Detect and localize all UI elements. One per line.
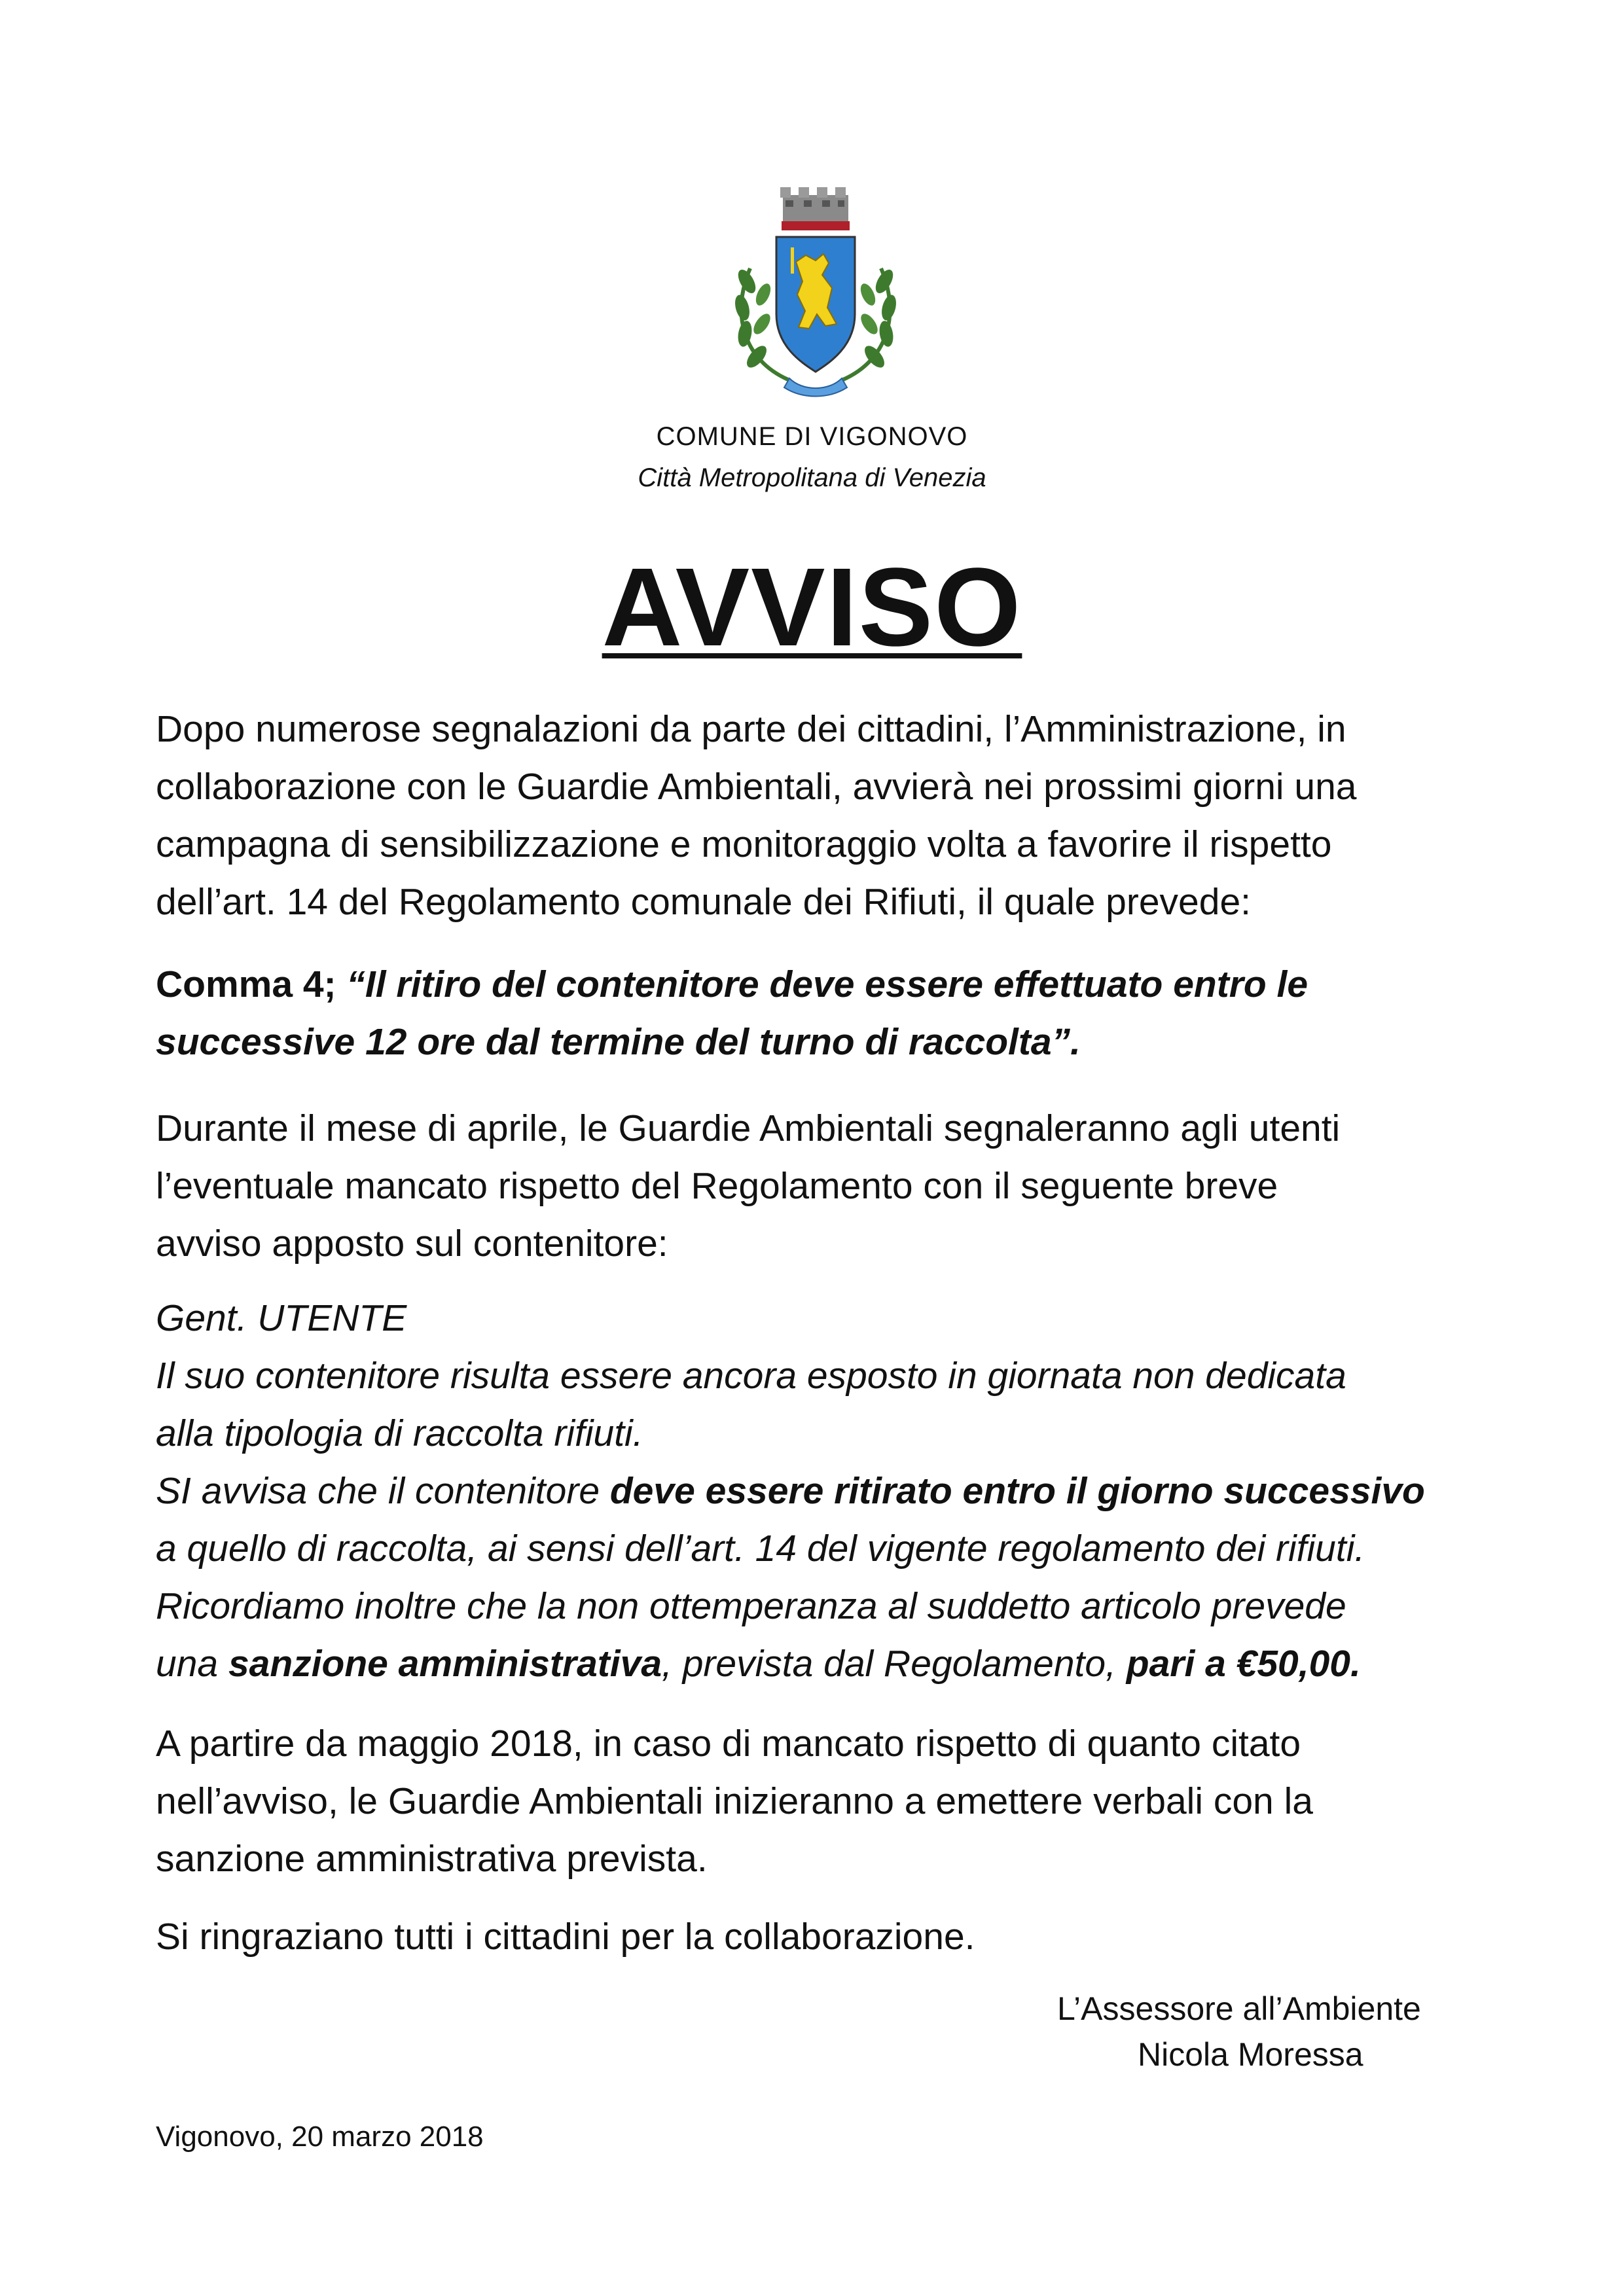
document-date: Vigonovo, 20 marzo 2018 <box>156 2121 484 2153</box>
may-paragraph: A partire da maggio 2018, in caso di mancato rispetto di quanto citato nell’avviso, le Guardie Ambientali inizieranno a emettere verbali con la sanzione amministrativa prevista. <box>156 1723 1313 1880</box>
april-paragraph: Durante il mese di aprile, le Guardie Ambientali segnaleranno agli utenti l’eventuale mancato rispetto del Regolamento con il seguente breve avviso apposto sul contenitore: <box>156 1107 1341 1265</box>
municipal-crest-icon <box>717 183 914 406</box>
regulation-quote: Comma 4; “Il ritiro del contenitore deve essere effettuato entro le successive 12 ore dal termine del turno di raccolta”. <box>156 963 1308 1063</box>
signature-role: L’Assessore all’Ambiente <box>1057 1990 1421 2027</box>
metropolitan-city: Città Metropolitana di Venezia <box>638 463 986 492</box>
thanks-paragraph: Si ringraziano tutti i cittadini per la collaborazione. <box>156 1916 975 1958</box>
signature-name: Nicola Moressa <box>1138 2036 1363 2073</box>
municipality-name: COMUNE DI VIGONOVO <box>656 422 968 451</box>
crown-band <box>782 221 850 230</box>
crown-body <box>783 195 848 221</box>
page-title: AVVISO <box>602 545 1022 670</box>
ribbon <box>784 378 847 397</box>
intro-paragraph: Dopo numerose segnalazioni da parte dei cittadini, l’Amministrazione, in collaborazione con le Guardie Ambientali, avvierà nei prossimi giorni una campagna di sensibilizzazione e monitoraggio volta a favorire il rispetto dell’art. 14 del Regolamento comunale dei Rifiuti, il quale prevede: <box>156 708 1357 923</box>
container-notice-text: Gent. UTENTE Il suo contenitore risulta essere ancora esposto in giornata non dedicata alla tipologia di raccolta rifiuti. SI avvisa che il contenitore deve essere ritirato entro il giorno successivo a quello di raccolta, ai sensi dell’art. 14 del vigente regolamento dei rifiuti. Ricordiamo inoltre che la non ottemperanza al suddetto articolo prevede una sanzione amministrativa, prevista dal Regolamento, pari a €50,00. <box>156 1297 1425 1685</box>
